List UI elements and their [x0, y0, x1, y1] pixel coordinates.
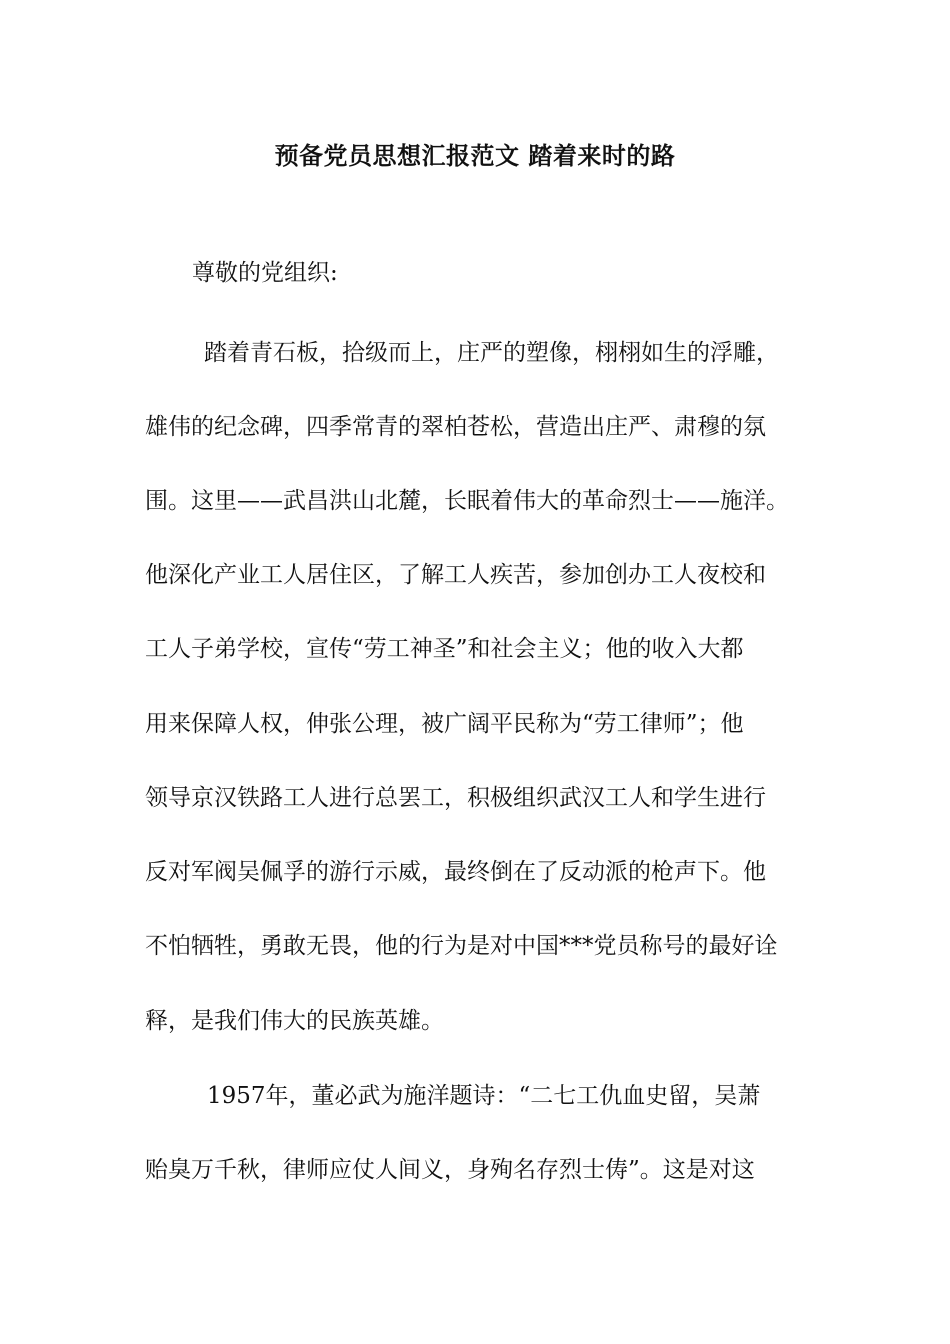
paragraph-line: 雄伟的纪念碑，四季常青的翠柏苍松，营造出庄严、肃穆的氛: [145, 414, 766, 440]
paragraph-line: 贻臭万千秋，律师应仗人间义，身殉名存烈士俦”。这是对这: [145, 1157, 755, 1183]
paragraph-line: 领导京汉铁路工人进行总罢工，积极组织武汉工人和学生进行: [145, 785, 766, 811]
paragraph-line: 不怕牺牲，勇敢无畏，他的行为是对中国***党员称号的最好诠: [145, 933, 778, 959]
paragraph-line: 围。这里——武昌洪山北麓，长眠着伟大的革命烈士——施洋。: [145, 488, 789, 514]
paragraph-line: 释，是我们伟大的民族英雄。: [145, 1008, 444, 1034]
paragraph-line: 踏着青石板，拾级而上，庄严的塑像，栩栩如生的浮雕，: [204, 340, 779, 366]
paragraph-line: 他深化产业工人居住区，了解工人疾苦，参加创办工人夜校和: [145, 562, 766, 588]
salutation: 尊敬的党组织:: [192, 260, 338, 286]
paragraph-line: 工人子弟学校，宣传“劳工神圣”和社会主义；他的收入大都: [145, 636, 744, 662]
paragraph-line: 1957年，董必武为施洋题诗：“二七工仇血史留，吴萧: [207, 1083, 761, 1109]
document-title: 预备党员思想汇报范文 踏着来时的路: [274, 141, 676, 170]
paragraph-line: 反对军阀吴佩孚的游行示威，最终倒在了反动派的枪声下。他: [145, 859, 766, 885]
paragraph-line: 用来保障人权，伸张公理，被广阔平民称为“劳工律师”；他: [145, 711, 744, 737]
